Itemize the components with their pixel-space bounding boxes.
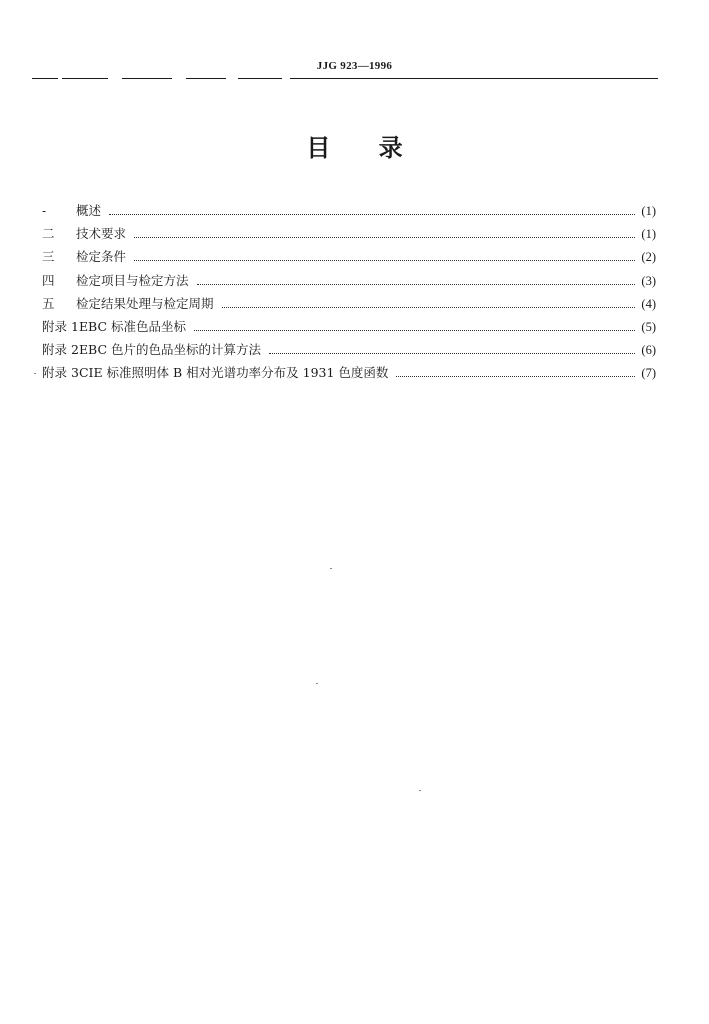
toc-entry-title: EBC 色片的色品坐标的计算方法 [78, 342, 262, 358]
toc-entry[interactable] [42, 338, 656, 361]
dot-leader [194, 330, 635, 331]
toc-entry-number: 附录 2 [42, 342, 79, 358]
toc-entry[interactable] [42, 315, 656, 338]
toc-entry-title: EBC 标准色品坐标 [78, 318, 187, 334]
toc-entry-page: (2) [641, 250, 656, 265]
toc-entry[interactable] [42, 245, 656, 268]
table-of-contents [42, 199, 656, 385]
toc-entry-number: 附录 1 [42, 318, 79, 334]
toc-entry-page: (1) [641, 204, 656, 218]
toc-entry[interactable] [42, 292, 656, 315]
standard-code: JJG 923—1996 [316, 60, 393, 72]
toc-entry-page: (7) [641, 366, 656, 381]
toc-entry-title: 概述 [76, 203, 102, 218]
dot-leader [396, 376, 635, 377]
toc-entry-number: 四 [42, 272, 55, 288]
dot-leader [222, 307, 636, 308]
toc-entry[interactable] [42, 222, 656, 245]
toc-entry-page: (5) [641, 319, 656, 334]
toc-entry-page: (1) [641, 227, 656, 242]
toc-entry-number: 二 [42, 226, 55, 242]
toc-entry-page: (4) [641, 296, 656, 311]
toc-entry-title: 技术要求 [76, 226, 127, 242]
page-title: 目 录 [306, 134, 403, 162]
toc-entry-title: 检定项目与检定方法 [76, 272, 189, 288]
dot-leader [134, 260, 635, 261]
toc-entry-number: 三 [42, 249, 55, 265]
toc-entry-title: 检定结果处理与检定周期 [76, 295, 214, 311]
toc-entry-title: CIE 标准照明体 B 相对光谱功率分布及 1931 色度函数 [78, 365, 389, 381]
toc-entry[interactable] [42, 269, 656, 292]
dot-leader [269, 353, 635, 354]
dot-leader [197, 284, 636, 285]
toc-entry-page: (3) [641, 273, 656, 288]
toc-entry[interactable] [42, 361, 656, 384]
toc-entry-title: 检定条件 [76, 249, 127, 265]
dot-leader [109, 214, 635, 215]
toc-entry-number: 五 [42, 295, 55, 311]
toc-entry-number: - [42, 203, 47, 218]
toc-entry-page: (6) [641, 343, 656, 358]
toc-entry[interactable] [42, 199, 656, 222]
dot-leader [134, 237, 635, 238]
header-rule [32, 78, 658, 79]
toc-entry-number: 附录 3 [42, 365, 79, 381]
